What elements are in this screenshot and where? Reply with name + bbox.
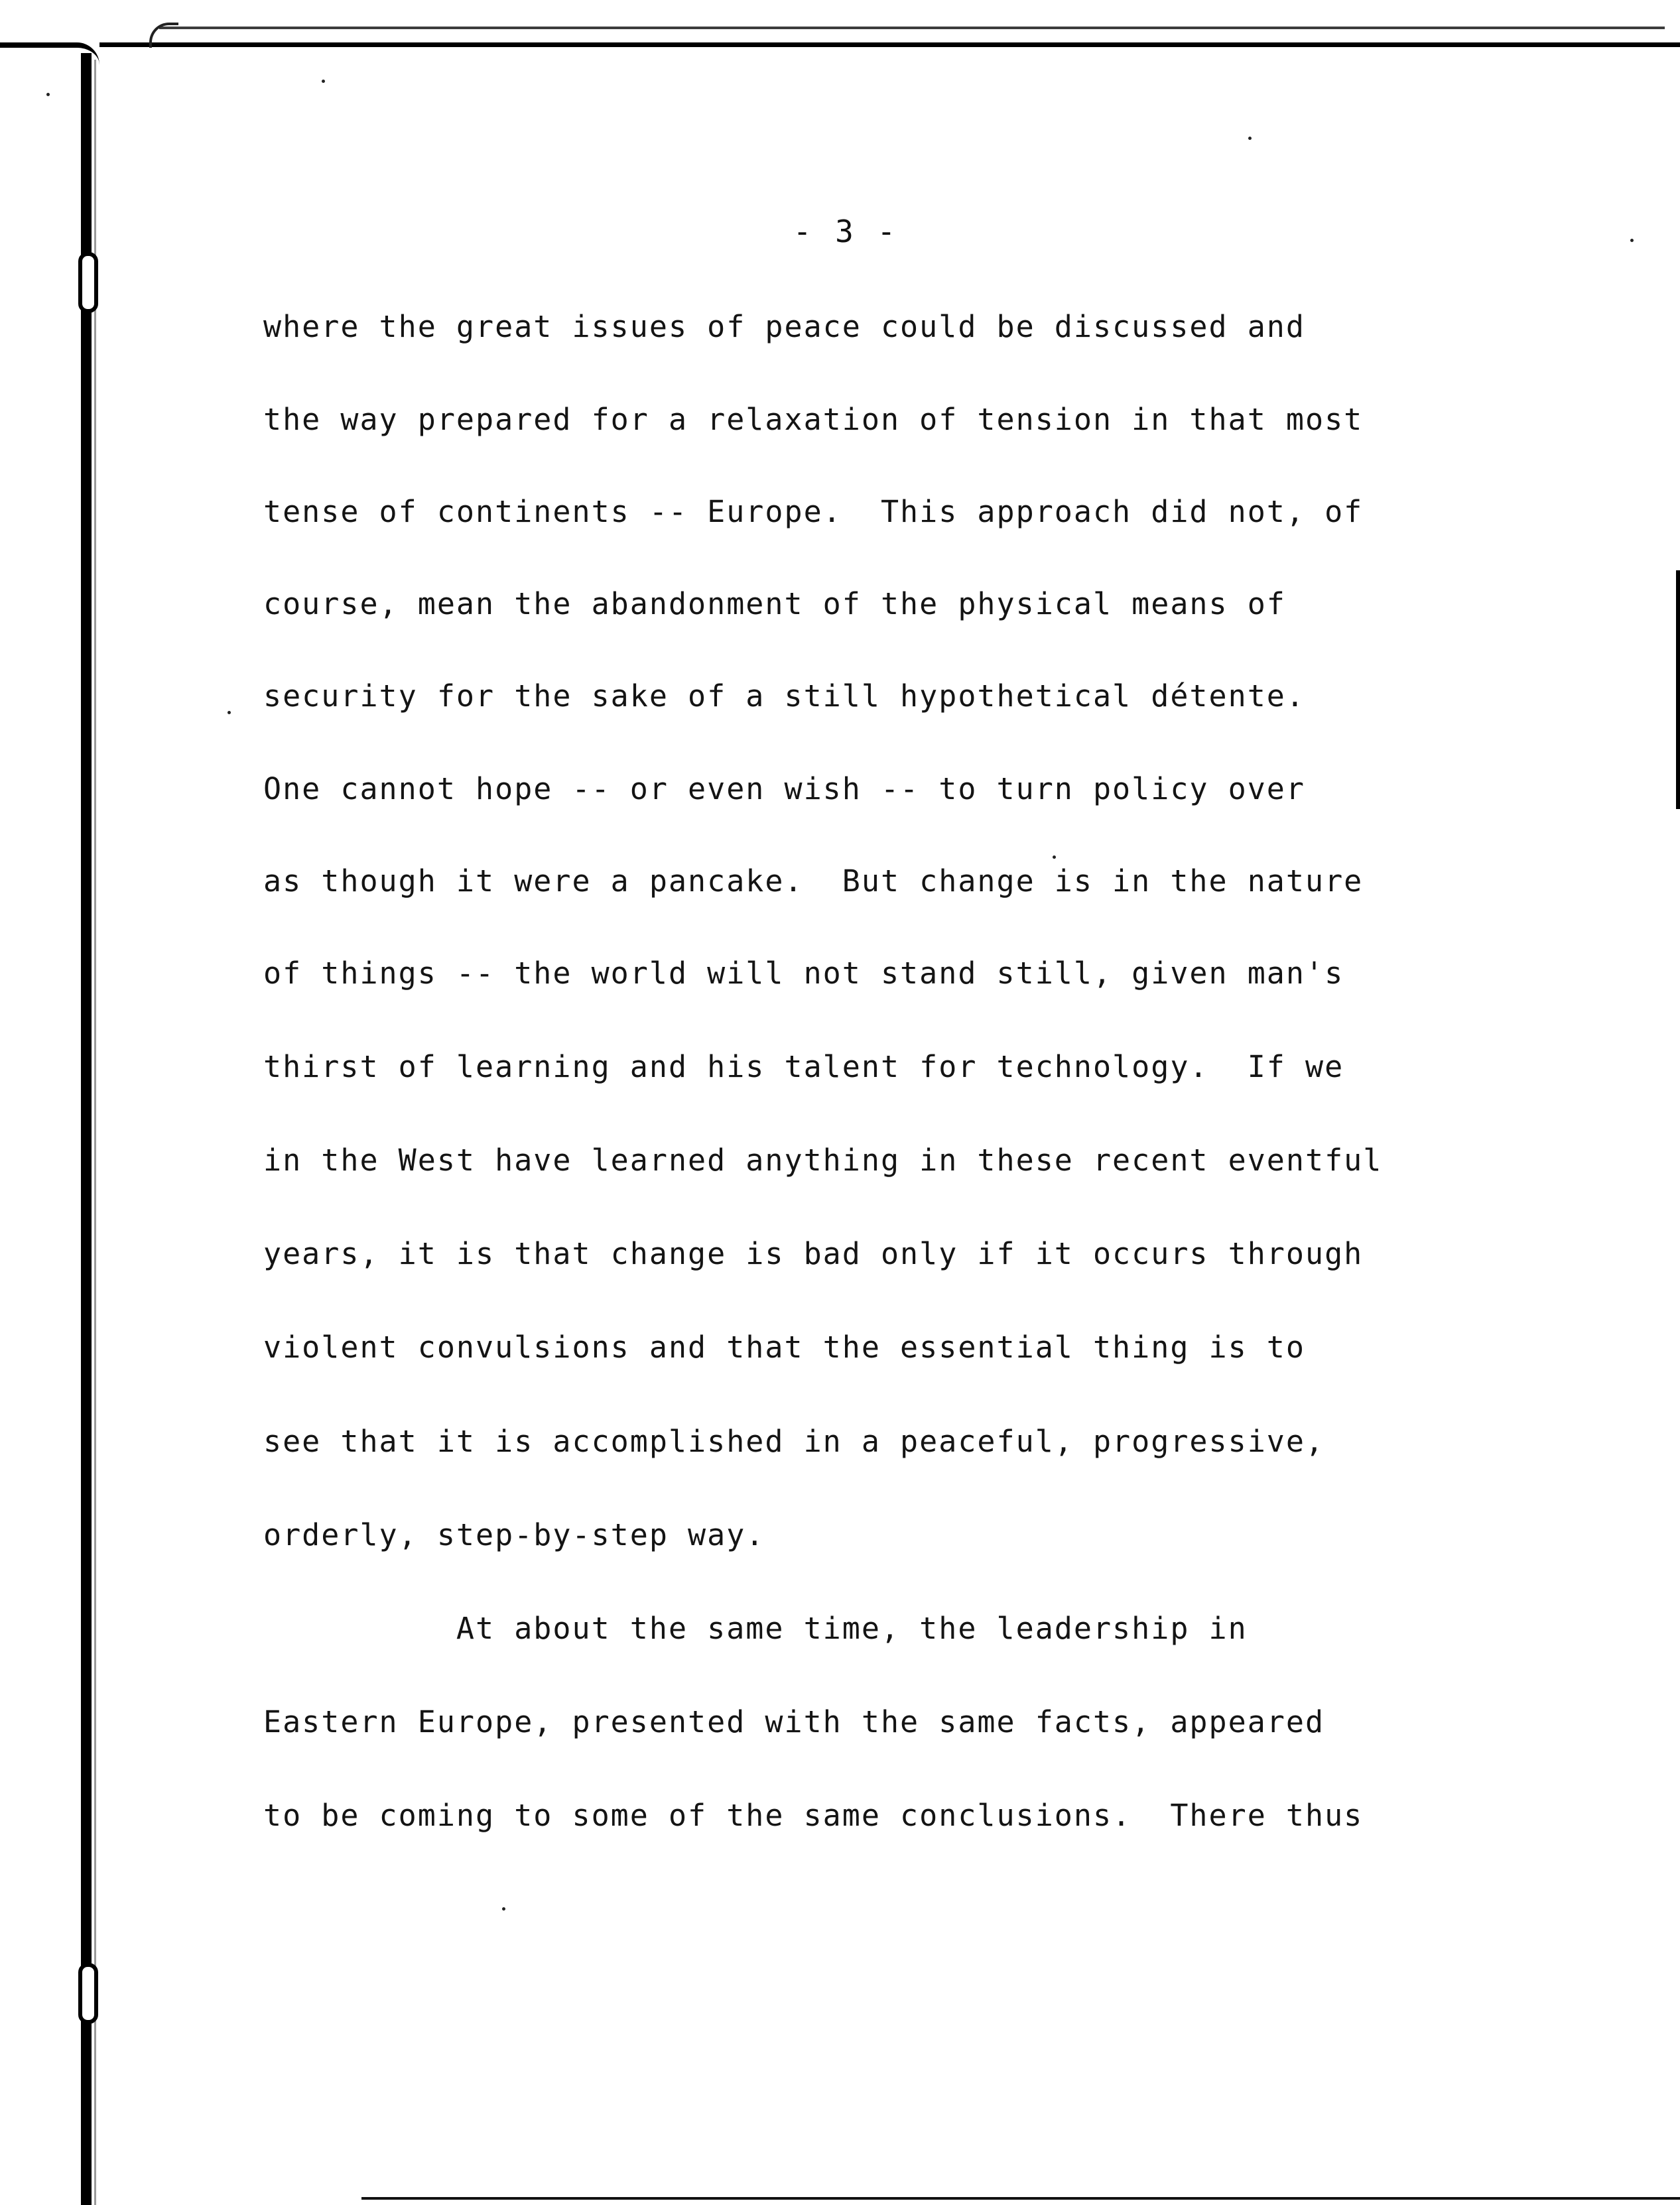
text-line: see that it is accomplished in a peaceful, progressive, bbox=[263, 1424, 1325, 1459]
text-line: At about the same time, the leadership in bbox=[263, 1611, 1248, 1646]
scan-speck bbox=[227, 711, 231, 714]
text-line: of things -- the world will not stand still, given man's bbox=[263, 956, 1344, 991]
scan-left-binding bbox=[81, 53, 92, 2205]
text-line: the way prepared for a relaxation of tension in that most bbox=[263, 402, 1364, 437]
scan-speck bbox=[1248, 137, 1252, 140]
scan-corner-hook bbox=[149, 23, 178, 48]
scan-bottom-rule bbox=[361, 2197, 1680, 2200]
text-line: where the great issues of peace could be discussed and bbox=[263, 309, 1305, 344]
scan-left-binding-edge bbox=[94, 60, 96, 2205]
scan-speck bbox=[46, 93, 50, 96]
scan-speck bbox=[1053, 855, 1056, 859]
text-line: years, it is that change is bad only if it occurs through bbox=[263, 1236, 1364, 1271]
text-line: in the West have learned anything in these recent eventful bbox=[263, 1143, 1383, 1178]
scan-top-rule bbox=[159, 27, 1665, 29]
scan-top-border bbox=[99, 42, 1680, 47]
scan-speck bbox=[502, 1907, 505, 1911]
text-line: as though it were a pancake. But change is in the nature bbox=[263, 863, 1364, 899]
text-line: orderly, step-by-step way. bbox=[263, 1517, 765, 1552]
text-line: course, mean the abandonment of the physical means of bbox=[263, 586, 1286, 621]
scan-right-edge bbox=[1676, 570, 1680, 809]
text-line: One cannot hope -- or even wish -- to turn policy over bbox=[263, 771, 1305, 806]
text-line: thirst of learning and his talent for technology. If we bbox=[263, 1049, 1344, 1084]
text-line: violent convulsions and that the essential thing is to bbox=[263, 1330, 1305, 1365]
text-line: to be coming to some of the same conclusions. There thus bbox=[263, 1798, 1364, 1833]
scan-binding-clip bbox=[78, 252, 98, 313]
text-line: tense of continents -- Europe. This approach did not, of bbox=[263, 494, 1364, 529]
scan-speck bbox=[322, 80, 325, 83]
text-line: Eastern Europe, presented with the same facts, appeared bbox=[263, 1704, 1325, 1739]
scan-binding-clip bbox=[78, 1963, 98, 2024]
page-number: - 3 - bbox=[793, 214, 899, 249]
scan-speck bbox=[1630, 239, 1634, 242]
text-line: security for the sake of a still hypothetical détente. bbox=[263, 678, 1305, 714]
